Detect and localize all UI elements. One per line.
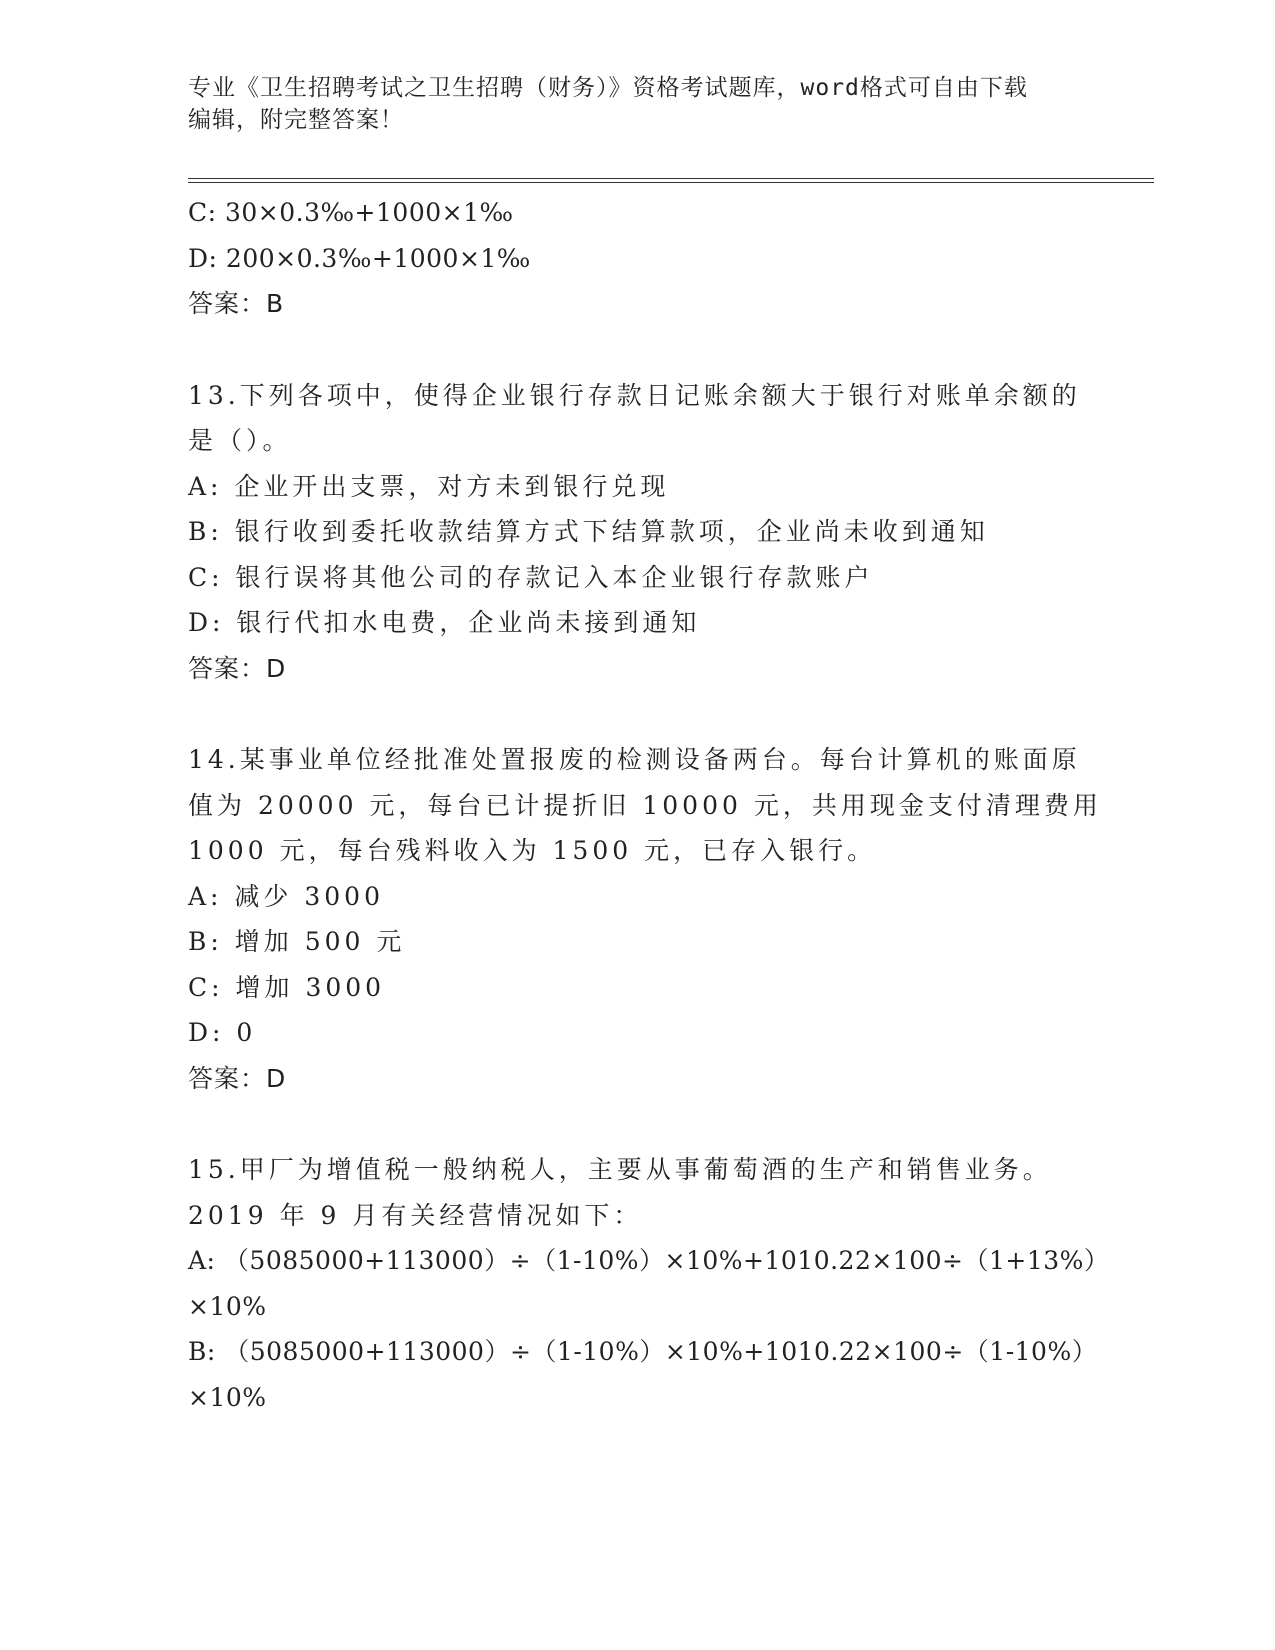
document-body xyxy=(188,190,1110,1420)
option-a-continued: ×10% xyxy=(188,1291,267,1321)
spacer xyxy=(188,1101,1088,1147)
question-stem: 值为 20000 元，每台已计提折旧 10000 元，共用现金支付清理费用 xyxy=(188,790,1102,820)
header-line-1: 专业《卫生招聘考试之卫生招聘（财务）》资格考试题库，word格式可自由下载 xyxy=(188,75,1028,101)
answer: 答案：D xyxy=(188,1063,287,1093)
spacer xyxy=(188,327,1088,373)
question-12-fragment xyxy=(188,190,1088,327)
option-a: A: 企业开出支票，对方未到银行兑现 xyxy=(188,471,670,501)
option-d: D: 200×0.3‰+1000×1‰ xyxy=(188,243,531,273)
option-d: D: 银行代扣水电费，企业尚未接到通知 xyxy=(188,608,701,637)
option-b-continued: ×10% xyxy=(188,1382,267,1412)
question-14 xyxy=(188,737,1102,1101)
option-c: C: 30×0.3‰+1000×1‰ xyxy=(188,198,514,227)
option-b: B: 增加 500 元 xyxy=(188,927,406,956)
answer: 答案：B xyxy=(188,289,285,318)
question-stem: 13.下列各项中，使得企业银行存款日记账余额大于银行对账单余额的 xyxy=(188,380,1081,410)
question-13 xyxy=(188,373,1088,692)
header-line-2: 编辑，附完整答案！ xyxy=(188,107,404,133)
question-stem: 1000 元，每台残料收入为 1500 元，已存入银行。 xyxy=(188,836,877,865)
option-c: C: 增加 3000 xyxy=(188,972,386,1002)
answer: 答案：D xyxy=(188,653,287,683)
option-b: B: 银行收到委托收款结算方式下结算款项，企业尚未收到通知 xyxy=(188,517,989,546)
question-stem: 14.某事业单位经批准处置报废的检测设备两台。每台计算机的账面原 xyxy=(188,745,1081,774)
spacer xyxy=(188,691,1088,737)
header-divider xyxy=(188,178,1154,183)
question-stem: 15.甲厂为增值税一般纳税人，主要从事葡萄酒的生产和销售业务。 xyxy=(188,1155,1052,1184)
document-header xyxy=(188,72,1068,136)
question-stem: 2019 年 9 月有关经营情况如下： xyxy=(188,1200,643,1230)
option-a: A: 减少 3000 xyxy=(188,881,384,911)
option-b: B: （5085000+113000）÷（1-10%）×10%+1010.22×100÷（1-10%） xyxy=(188,1337,1098,1366)
question-stem: 是（）。 xyxy=(188,426,292,455)
option-a: A: （5085000+113000）÷（1-10%）×10%+1010.22×100÷（1+13%） xyxy=(188,1246,1110,1275)
option-d: D: 0 xyxy=(188,1018,257,1047)
question-15 xyxy=(188,1147,1110,1420)
option-c: C: 银行误将其他公司的存款记入本企业银行存款账户 xyxy=(188,562,874,592)
